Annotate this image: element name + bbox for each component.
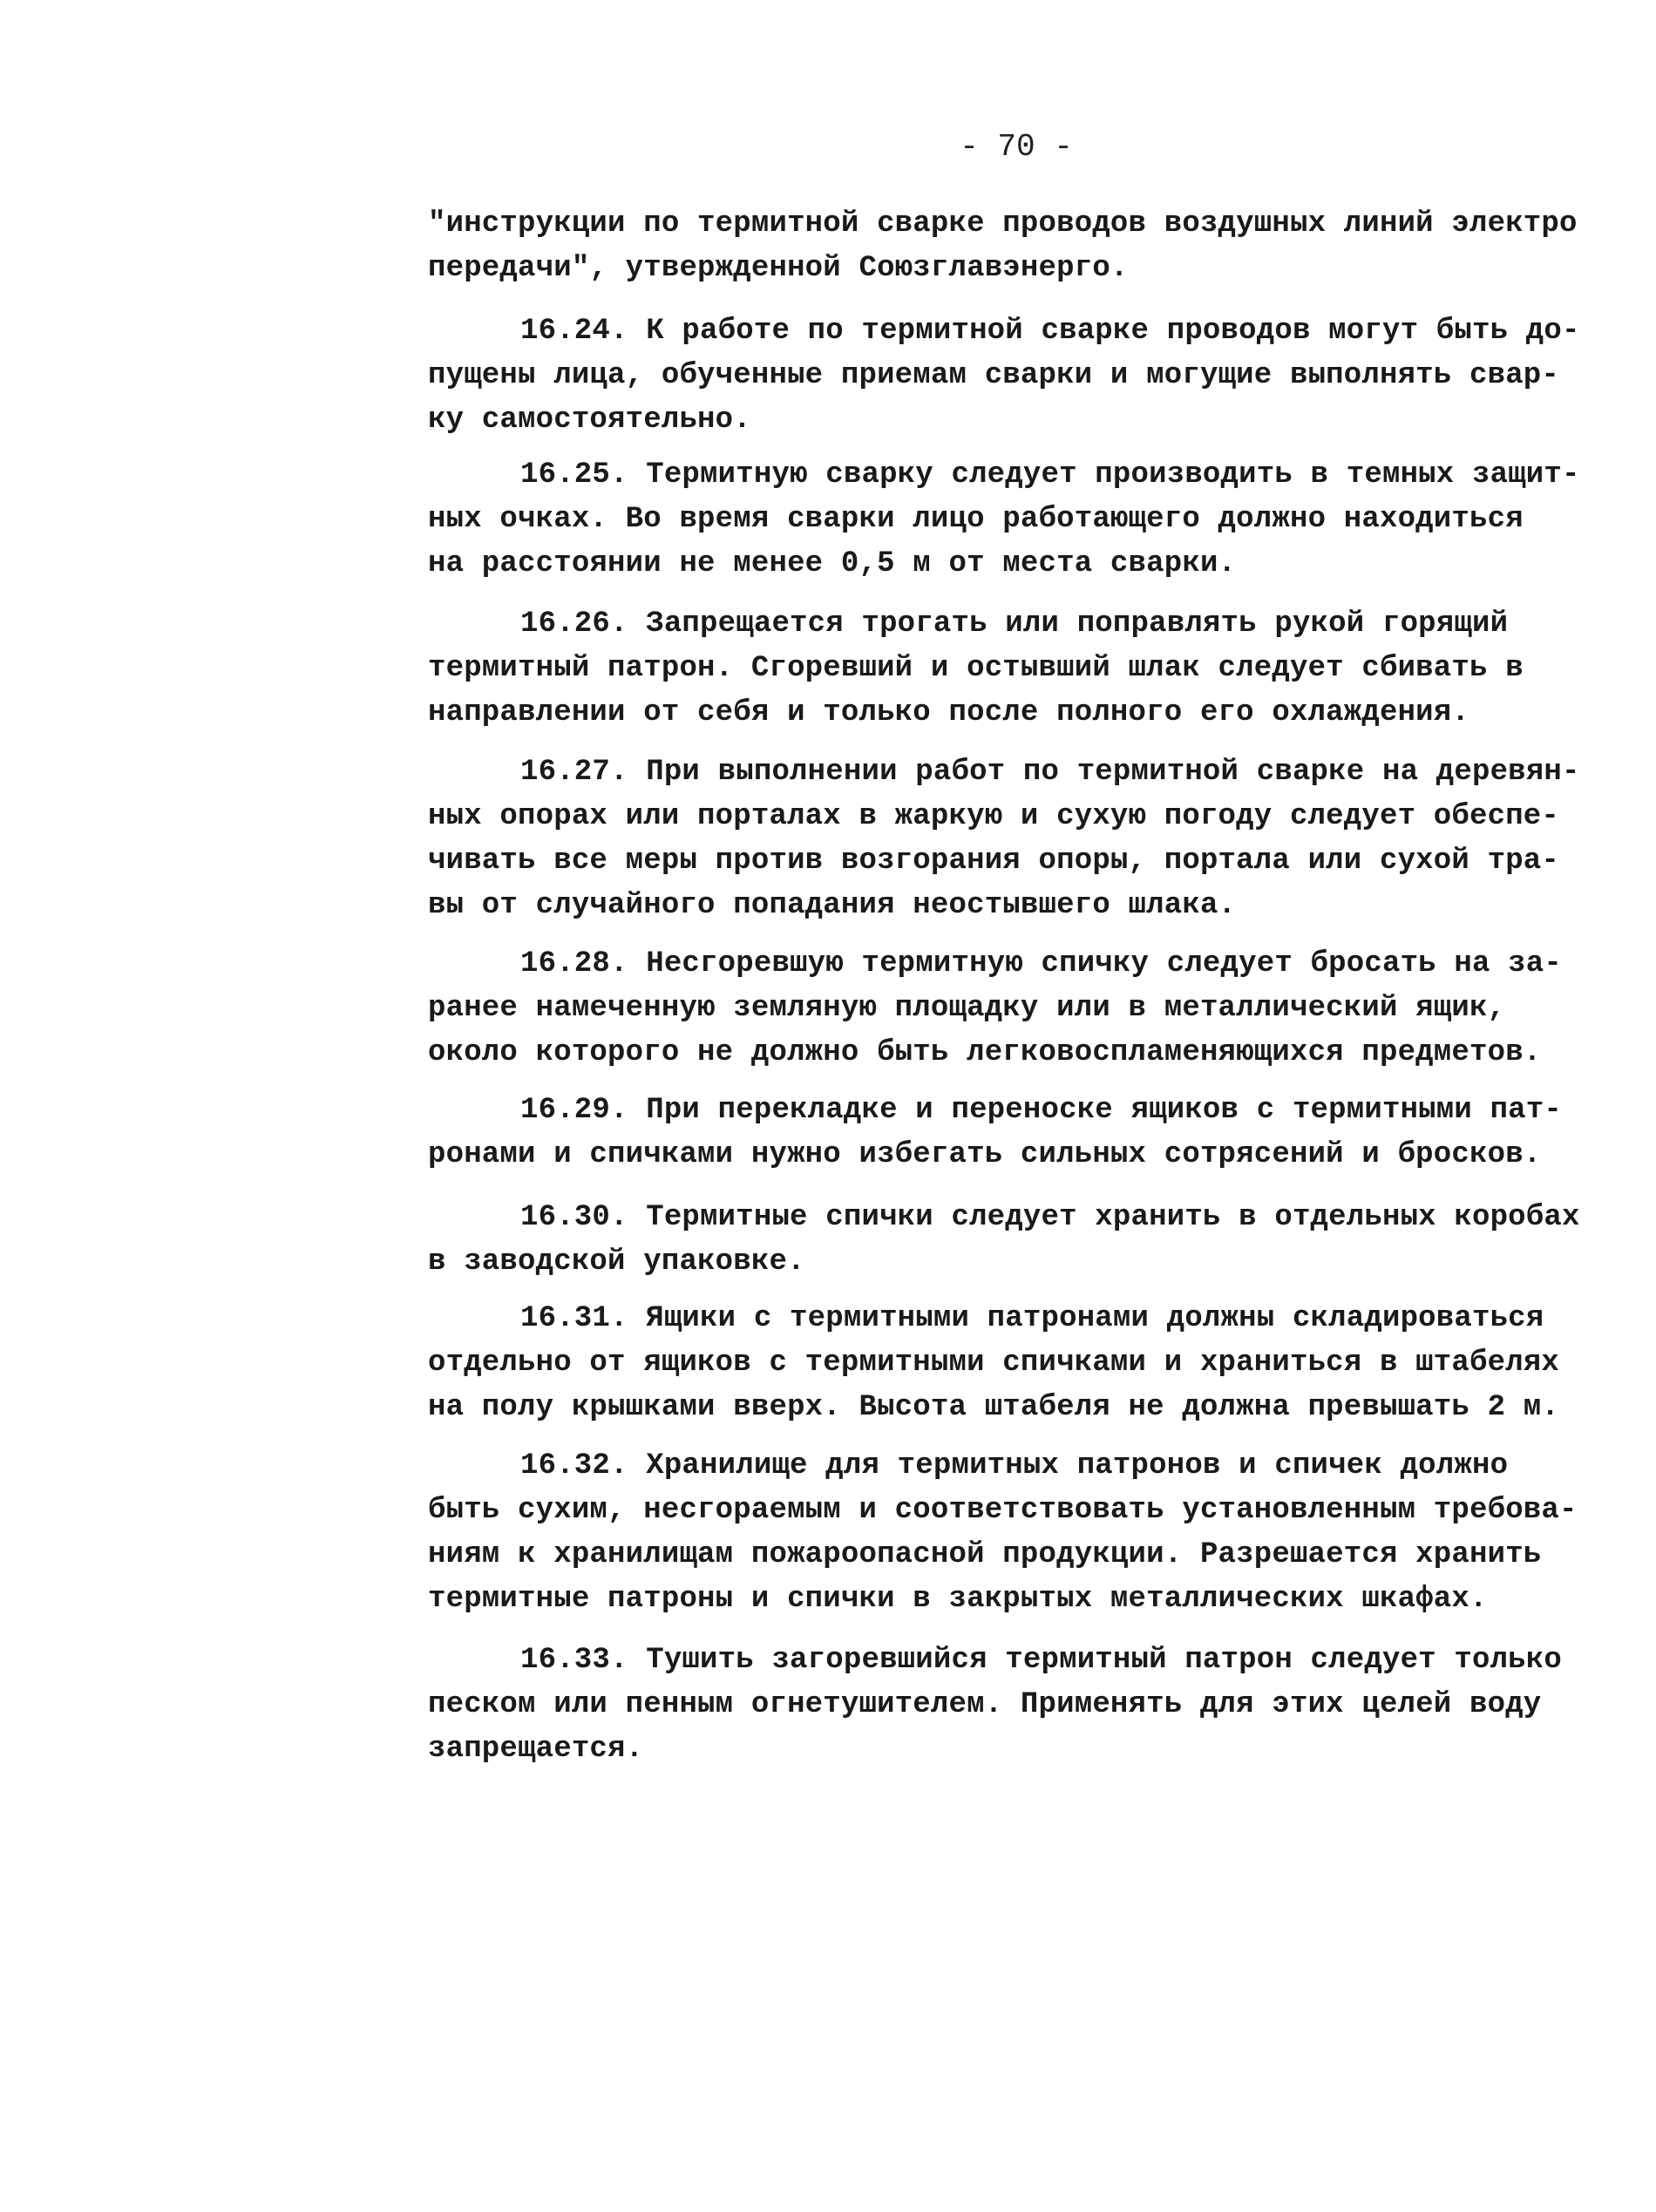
paragraph-16-27 — [428, 750, 1613, 928]
text-line: 16.26. Запрещается трогать или поправлять рукой горящий — [520, 607, 1509, 641]
paragraph-16-25 — [428, 453, 1613, 587]
text-line: термитный патрон. Сгоревший и остывший шлак следует сбивать в — [428, 652, 1524, 685]
text-line: пущены лица, обученные приемам сварки и могущие выполнять свар- — [428, 359, 1560, 392]
text-line: 16.27. При выполнении работ по термитной сварке на деревян- — [520, 756, 1580, 789]
text-line: на расстоянии не менее 0,5 м от места сварки. — [428, 547, 1237, 580]
text-line: ных очках. Во время сварки лицо работающего должно находиться — [428, 503, 1524, 536]
text-line: 16.30. Термитные спички следует хранить в отдельных коробах — [520, 1201, 1580, 1234]
text-line: запрещается. — [428, 1733, 644, 1766]
text-line: 16.29. При перекладке и переноске ящиков с термитными пат- — [520, 1094, 1562, 1127]
paragraph-16-32 — [428, 1444, 1613, 1622]
text-line: термитные патроны и спички в закрытых металлических шкафах. — [428, 1583, 1488, 1616]
text-line: вы от случайного попадания неостывшего шлака. — [428, 889, 1237, 922]
text-line: быть сухим, несгораемым и соответствовать установленным требова- — [428, 1494, 1578, 1527]
text-line: песком или пенным огнетушителем. Применять для этих целей воду — [428, 1688, 1542, 1721]
text-line: 16.28. Несгоревшую термитную спичку следует бросать на за- — [520, 947, 1562, 980]
paragraph-16-26 — [428, 602, 1613, 736]
paragraph-16-31 — [428, 1297, 1613, 1430]
paragraph-16-24 — [428, 309, 1613, 443]
text-line: около которого не должно быть легковоспламеняющихся предметов. — [428, 1036, 1542, 1069]
paragraph-16-30 — [428, 1196, 1613, 1285]
text-line: ку самостоятельно. — [428, 404, 751, 437]
text-line: ниям к хранилищам пожароопасной продукции. Разрешается хранить — [428, 1538, 1542, 1571]
paragraph-16-29 — [428, 1089, 1613, 1177]
paragraph-16-33 — [428, 1639, 1613, 1772]
text-line: ранее намеченную земляную площадку или в металлический ящик, — [428, 992, 1506, 1025]
text-line: отдельно от ящиков с термитными спичками и храниться в штабелях — [428, 1347, 1560, 1380]
text-line: ронами и спичками нужно избегать сильных сотрясений и бросков. — [428, 1138, 1542, 1171]
text-line: ных опорах или порталах в жаркую и сухую погоду следует обеспе- — [428, 800, 1560, 833]
text-line: передачи", утвержденной Союзглавэнерго. — [428, 252, 1129, 285]
page-number: - 70 - — [960, 129, 1073, 165]
text-line: 16.24. К работе по термитной сварке проводов могут быть до- — [520, 315, 1580, 348]
text-line: 16.31. Ящики с термитными патронами должны складироваться — [520, 1302, 1544, 1335]
text-line: на полу крышками вверх. Высота штабеля не должна превышать 2 м. — [428, 1391, 1560, 1424]
text-line: чивать все меры против возгорания опоры, портала или сухой тра- — [428, 845, 1560, 878]
text-line: 16.32. Хранилище для термитных патронов и спичек должно — [520, 1449, 1509, 1483]
paragraph-intro-continuation — [428, 202, 1613, 291]
text-line: 16.25. Термитную сварку следует производить в темных защит- — [520, 458, 1580, 492]
text-line: "инструкции по термитной сварке проводов воздушных линий электро — [428, 207, 1578, 241]
text-line: 16.33. Тушить загоревшийся термитный патрон следует только — [520, 1644, 1562, 1677]
paragraph-16-28 — [428, 942, 1613, 1075]
text-line: в заводской упаковке. — [428, 1245, 805, 1279]
text-line: направлении от себя и только после полного его охлаждения. — [428, 696, 1469, 729]
